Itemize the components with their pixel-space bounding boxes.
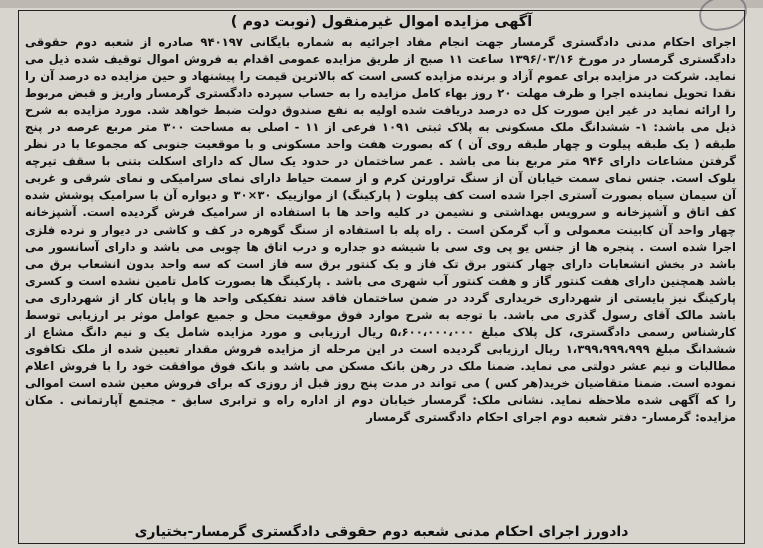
notice-paragraph: اجرای احکام مدنی دادگستری گرمسار جهت انجام مفاد اجرائیه به شماره بایگانی ۹۴۰۱۹۷ صادره از شعبه دوم حقوقی دادگستری گرمسار در مورخ ۱۳۹۶/۰۳/۱۶ ساعت ۱۱ صبح از طریق مزایده عمومی اقدام به فروش اموال توقیف شده ذیل می نماید. شرکت در مزایده برای عموم آزاد و برنده مزایده کسی است که بالاترین قیمت را پیشنهاد و حین مزایده ده درصد آن را نقدا تحویل نماینده اجرا و ظرف مهلت ۲۰ روز بهاء کامل مزایده را به حساب سپرده دادگستری گرمسار واریز و قبض مربوط را ارائه نماید در غیر این صورت کل ده درصد دریافت شده اولیه به نفع صندوق دولت ضبط خواهد شد. مورد مزایده به شرح ذیل می باشد: ۱- ششدانگ ملک مسکونی به پلاک ثبتی ۱۰۹۱ فرعی از ۱۱ - اصلی به مساحت ۳۰۰ متر مربع عرصه در پنج طبقه ( یک طبقه پیلوت و چهار طبقه روی آن ) که بصورت هفت واحد مسکونی و با موقعیت جنوبی که مجموعا با در نظر گرفتن مشاعات دارای ۹۴۶ متر مربع بنا می باشد . عمر ساختمان در حدود یک سال که دارای اسکلت بتنی با سقف تیرچه بلوک است. جنس نمای سمت خیابان آن از سنگ تراورتن کرم و از سمت حیاط دارای نمای سرامیکی و نمای شرقی و غربی آن سیمان سیاه بصورت آستری اجرا شده است کف پیلوت ( پارکینگ) از موازییک ۳۰×۳۰ و دیواره آن با سرامیک پوشش شده کف اتاق و آشپزخانه و سرویس بهداشتی و نشیمن در کلیه واحد ها با استفاده از سرامیک فرش گردیده است. آشپزخانه چهار واحد آن کابینت معمولی و آب گرمکن است . راه پله با استفاده از سنگ گوهره در کف و کاشی در دیوار و نرده فلزی اجرا شده است . پنجره ها از جنس یو پی وی سی با شیشه دو جداره و درب اتاق ها چوبی می باشد و دارای آسانسور می باشد در بخش انشعابات دارای چهار کنتور برق تک فاز و یک کنتور برق سه فاز است که سه واحد بدون انشعاب برق می باشد همچنین دارای هفت کنتور گاز و هفت کنتور آب شهری می باشد . پارکینگ ها بصورت کامل تامین نشده است و کسری پارکینگ نیز بایستی از شهرداری خریداری گردد در ضمن ساختمان فاقد سند تفکیکی واحد ها و پایان کار از شهرداری می باشد مالک آقای رسول گذری می باشد. با توجه به شرح موارد فوق موقعیت محل و جمیع عوامل موثر بر ارزیابی توسط کارشناس رسمی دادگستری، کل پلاک مبلغ ۵،۶۰۰،۰۰۰،۰۰۰ ریال ارزیابی و مورد مزایده شامل یک و نیم دانگ مشاع از ششدانگ مبلغ ۱،۳۹۹،۹۹۹،۹۹۹ ریال ارزیابی گردیده است در این مرحله از مزایده فروش مقدار تعیین شده از ملک تکافوی مطالبات و نیم عشر دولتی می نماید. ضمنا ملک در رهن بانک مسکن می باشد و بانک فوق موافقت خود را با فروش اعلام نموده است. ضمنا متقاضیان خرید(هر کس ) می تواند در مدت پنج روز قبل از روزی که برای فروش معین شده است اموالی را که آگهی شده ملاحظه نماید. نشانی ملک: گرمسار خیابان دوم از اداره راه و ترابری سابق - مجتمع آپارتمانی . مکان مزایده: گرمسار- دفتر شعبه دوم اجرای احکام دادگستری گرمسار: [25, 35, 737, 425]
notice-frame: [18, 10, 745, 544]
clipping-top-edge: [0, 0, 763, 8]
notice-title: آگهی مزایده اموال غیرمنقول (نوبت دوم ): [230, 14, 533, 30]
notice-signature: دادورز اجرای احکام مدنی شعبه دوم حقوقی دادگستری گرمسار-بختیاری: [134, 524, 629, 540]
notice-body: [19, 34, 744, 426]
